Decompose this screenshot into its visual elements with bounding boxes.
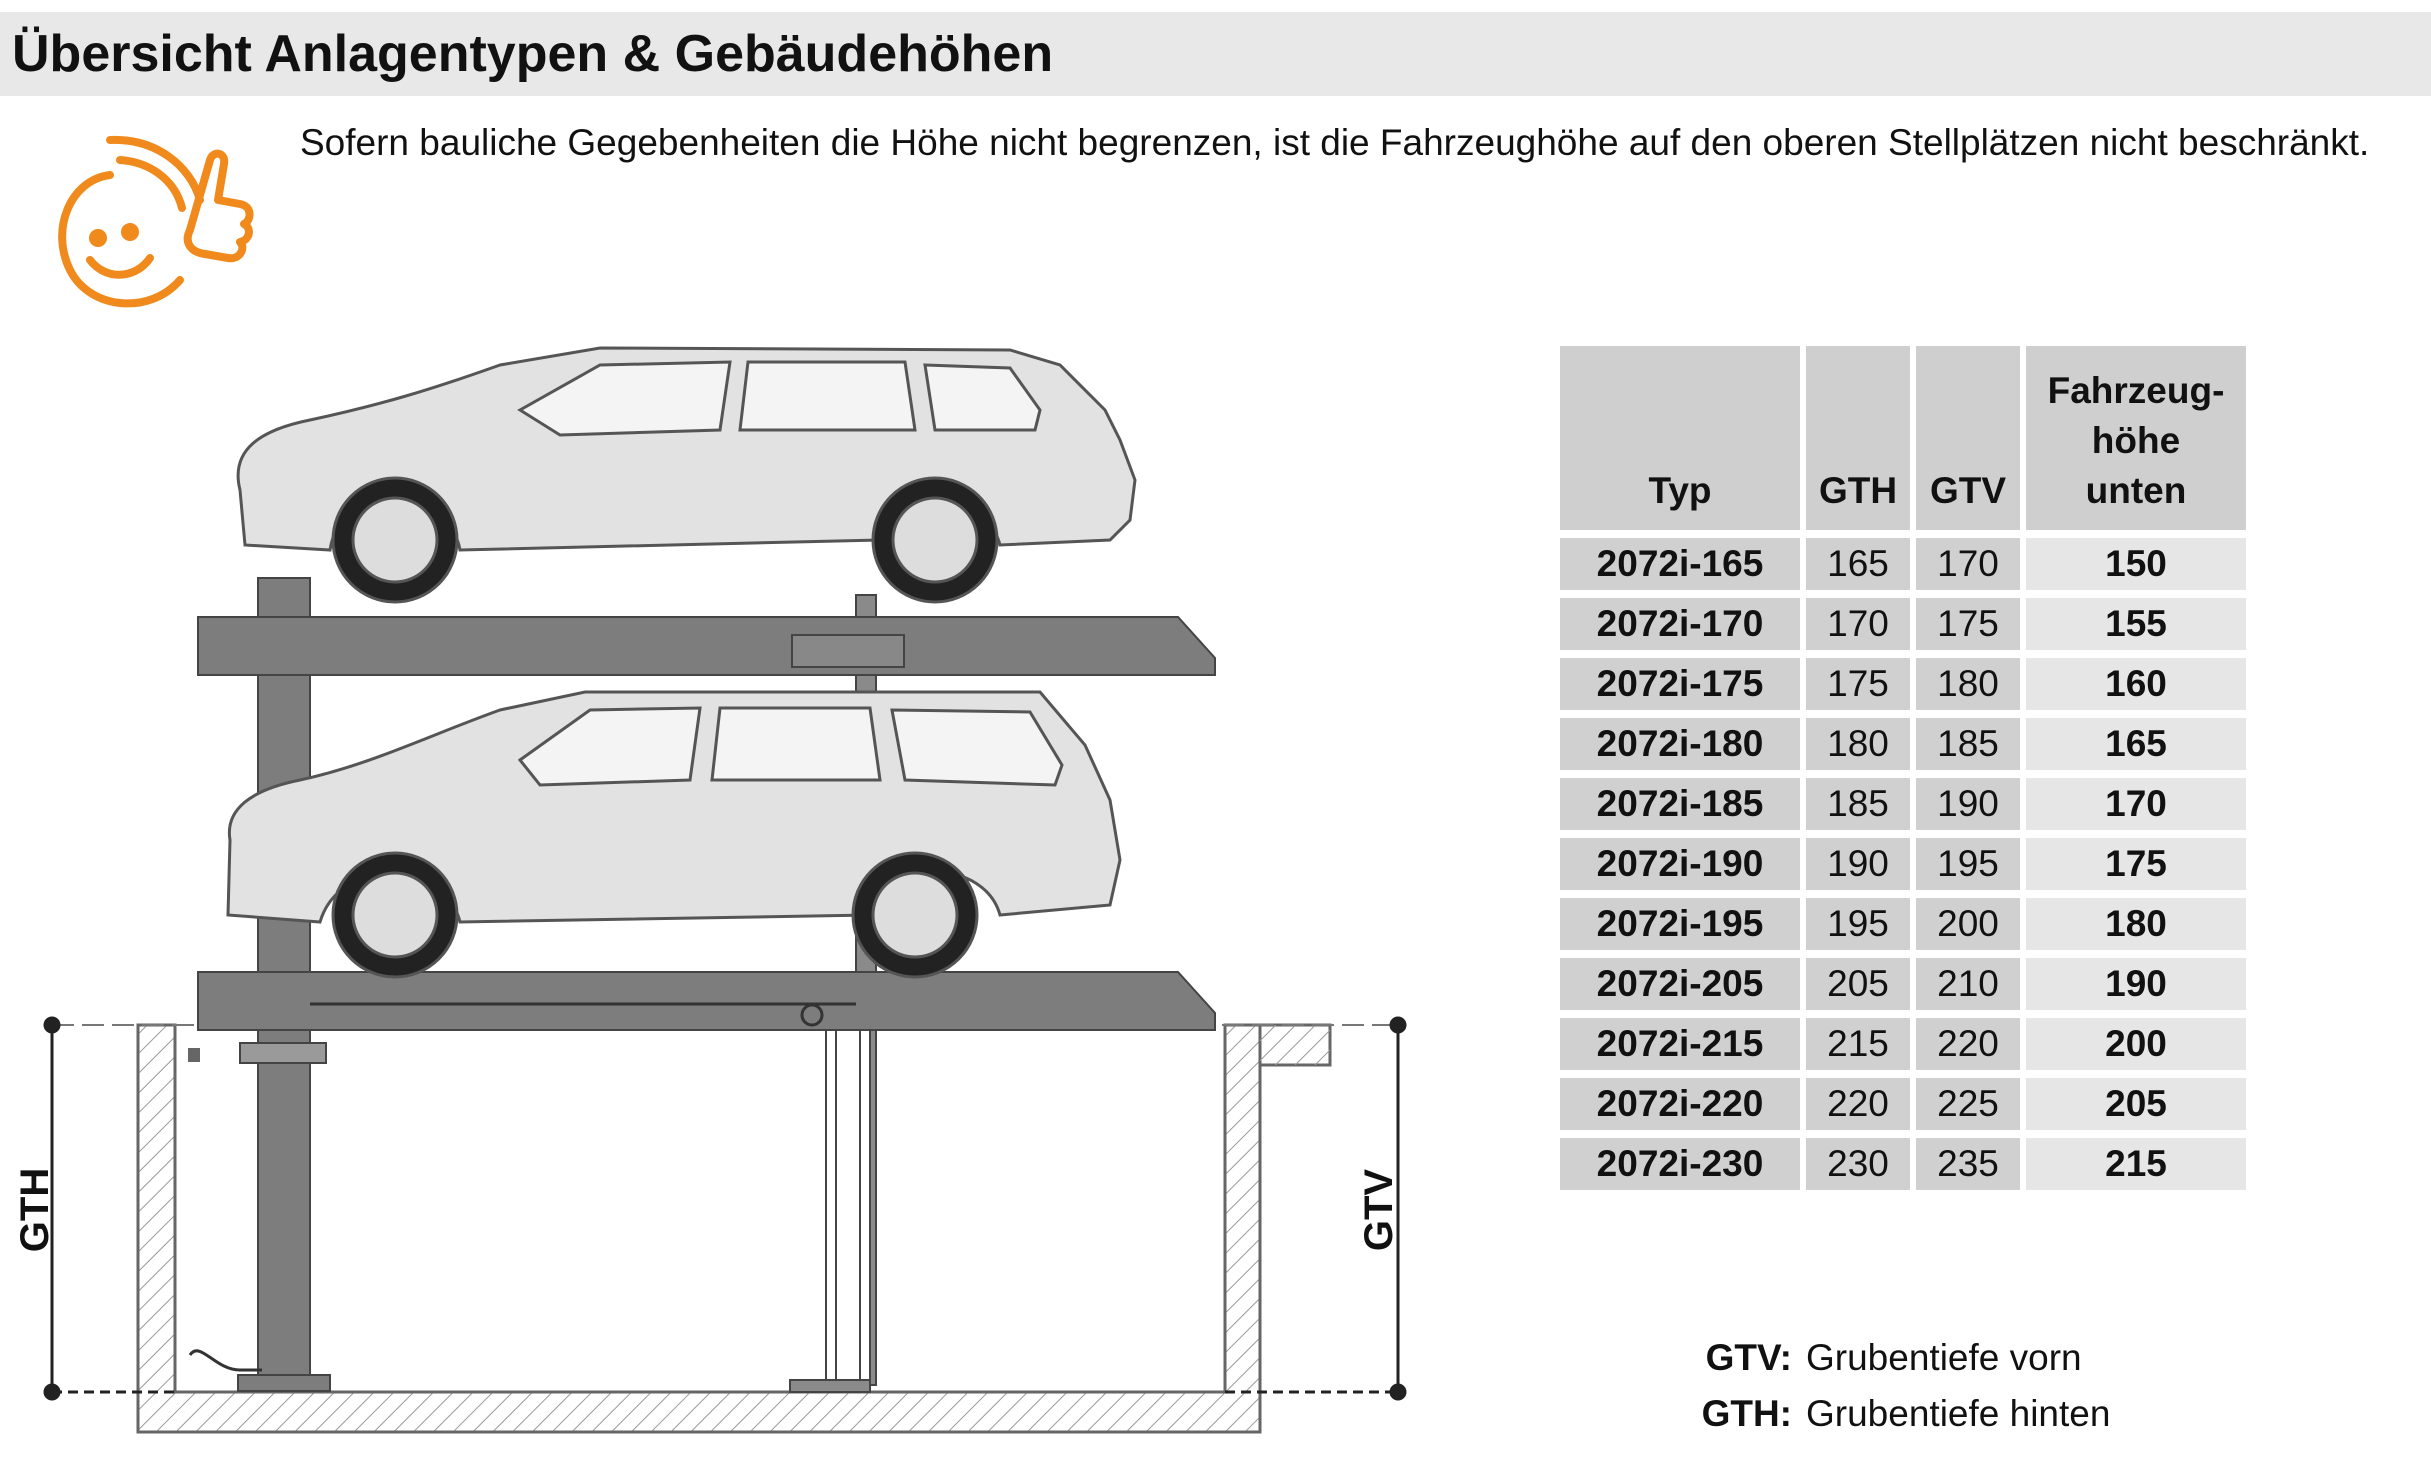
legend-text: Grubentiefe vorn <box>1806 1337 2082 1378</box>
header-fh-line1: Fahrzeug- <box>2047 370 2225 411</box>
header-fh-line3: unten <box>2085 470 2187 511</box>
table-row <box>1560 1138 2246 1190</box>
gtv-label: GTV <box>1357 1168 1401 1252</box>
cell-gtv: 235 <box>1916 1138 2020 1190</box>
table-row <box>1560 838 2246 890</box>
legend-text: Grubentiefe hinten <box>1806 1393 2111 1434</box>
header-gth: GTH <box>1806 346 1910 530</box>
parking-lift-diagram <box>0 340 1450 1468</box>
cell-fh: 155 <box>2026 598 2246 650</box>
cell-gth: 170 <box>1806 598 1910 650</box>
cell-typ: 2072i-190 <box>1560 838 1800 890</box>
cell-fh: 150 <box>2026 538 2246 590</box>
table-row <box>1560 958 2246 1010</box>
cell-gtv: 195 <box>1916 838 2020 890</box>
cell-typ: 2072i-165 <box>1560 538 1800 590</box>
lower-car <box>228 692 1120 977</box>
cell-fh: 180 <box>2026 898 2246 950</box>
legend-abbr: GTH: <box>1701 1393 1792 1434</box>
cell-typ: 2072i-185 <box>1560 778 1800 830</box>
table-row <box>1560 718 2246 770</box>
type-height-table <box>1554 338 2252 1198</box>
cell-gtv: 185 <box>1916 718 2020 770</box>
cell-typ: 2072i-195 <box>1560 898 1800 950</box>
table-body <box>1560 538 2246 1190</box>
cell-fh: 160 <box>2026 658 2246 710</box>
header-fahrzeughoehe <box>2026 346 2246 530</box>
cell-gth: 180 <box>1806 718 1910 770</box>
table-row <box>1560 1078 2246 1130</box>
cell-gth: 205 <box>1806 958 1910 1010</box>
cell-gtv: 210 <box>1916 958 2020 1010</box>
cell-typ: 2072i-180 <box>1560 718 1800 770</box>
cell-gtv: 220 <box>1916 1018 2020 1070</box>
cell-typ: 2072i-205 <box>1560 958 1800 1010</box>
cell-gth: 185 <box>1806 778 1910 830</box>
cell-typ: 2072i-170 <box>1560 598 1800 650</box>
cell-typ: 2072i-230 <box>1560 1138 1800 1190</box>
cell-fh: 165 <box>2026 718 2246 770</box>
upper-car <box>238 348 1135 602</box>
cell-gth: 190 <box>1806 838 1910 890</box>
cell-fh: 215 <box>2026 1138 2246 1190</box>
cell-gth: 195 <box>1806 898 1910 950</box>
page-title: Übersicht Anlagentypen & Gebäudehöhen <box>12 25 1054 83</box>
cell-gth: 175 <box>1806 658 1910 710</box>
cell-gtv: 225 <box>1916 1078 2020 1130</box>
cell-gth: 220 <box>1806 1078 1910 1130</box>
cell-gth: 165 <box>1806 538 1910 590</box>
cell-gth: 215 <box>1806 1018 1910 1070</box>
header-fh-line2: höhe <box>2091 420 2181 461</box>
table-row <box>1560 778 2246 830</box>
smiley-pointing-finger-icon <box>40 120 260 320</box>
info-note: Sofern bauliche Gegebenheiten die Höhe nicht begrenzen, ist die Fahrzeughöhe auf den oberen Stellplätzen nicht beschränkt. <box>300 122 2370 163</box>
cell-fh: 170 <box>2026 778 2246 830</box>
gth-label: GTH <box>13 1167 57 1253</box>
header-bar <box>0 12 2431 96</box>
cell-typ: 2072i-220 <box>1560 1078 1800 1130</box>
table-row <box>1560 898 2246 950</box>
legend-item-gth <box>1690 1386 2110 1442</box>
table-row <box>1560 658 2246 710</box>
cell-fh: 175 <box>2026 838 2246 890</box>
cell-gtv: 175 <box>1916 598 2020 650</box>
legend <box>1690 1330 2110 1442</box>
legend-abbr: GTV: <box>1705 1337 1792 1378</box>
lower-platform <box>198 972 1215 1030</box>
table-row <box>1560 538 2246 590</box>
cell-gtv: 190 <box>1916 778 2020 830</box>
cell-fh: 205 <box>2026 1078 2246 1130</box>
cell-typ: 2072i-175 <box>1560 658 1800 710</box>
table-row <box>1560 1018 2246 1070</box>
header-gtv: GTV <box>1916 346 2020 530</box>
cell-typ: 2072i-215 <box>1560 1018 1800 1070</box>
cell-gtv: 200 <box>1916 898 2020 950</box>
upper-platform <box>198 617 1215 675</box>
cell-gtv: 180 <box>1916 658 2020 710</box>
legend-item-gtv <box>1690 1330 2110 1386</box>
cell-fh: 200 <box>2026 1018 2246 1070</box>
cell-gth: 230 <box>1806 1138 1910 1190</box>
header-typ: Typ <box>1560 346 1800 530</box>
cell-gtv: 170 <box>1916 538 2020 590</box>
cell-fh: 190 <box>2026 958 2246 1010</box>
table-row <box>1560 598 2246 650</box>
